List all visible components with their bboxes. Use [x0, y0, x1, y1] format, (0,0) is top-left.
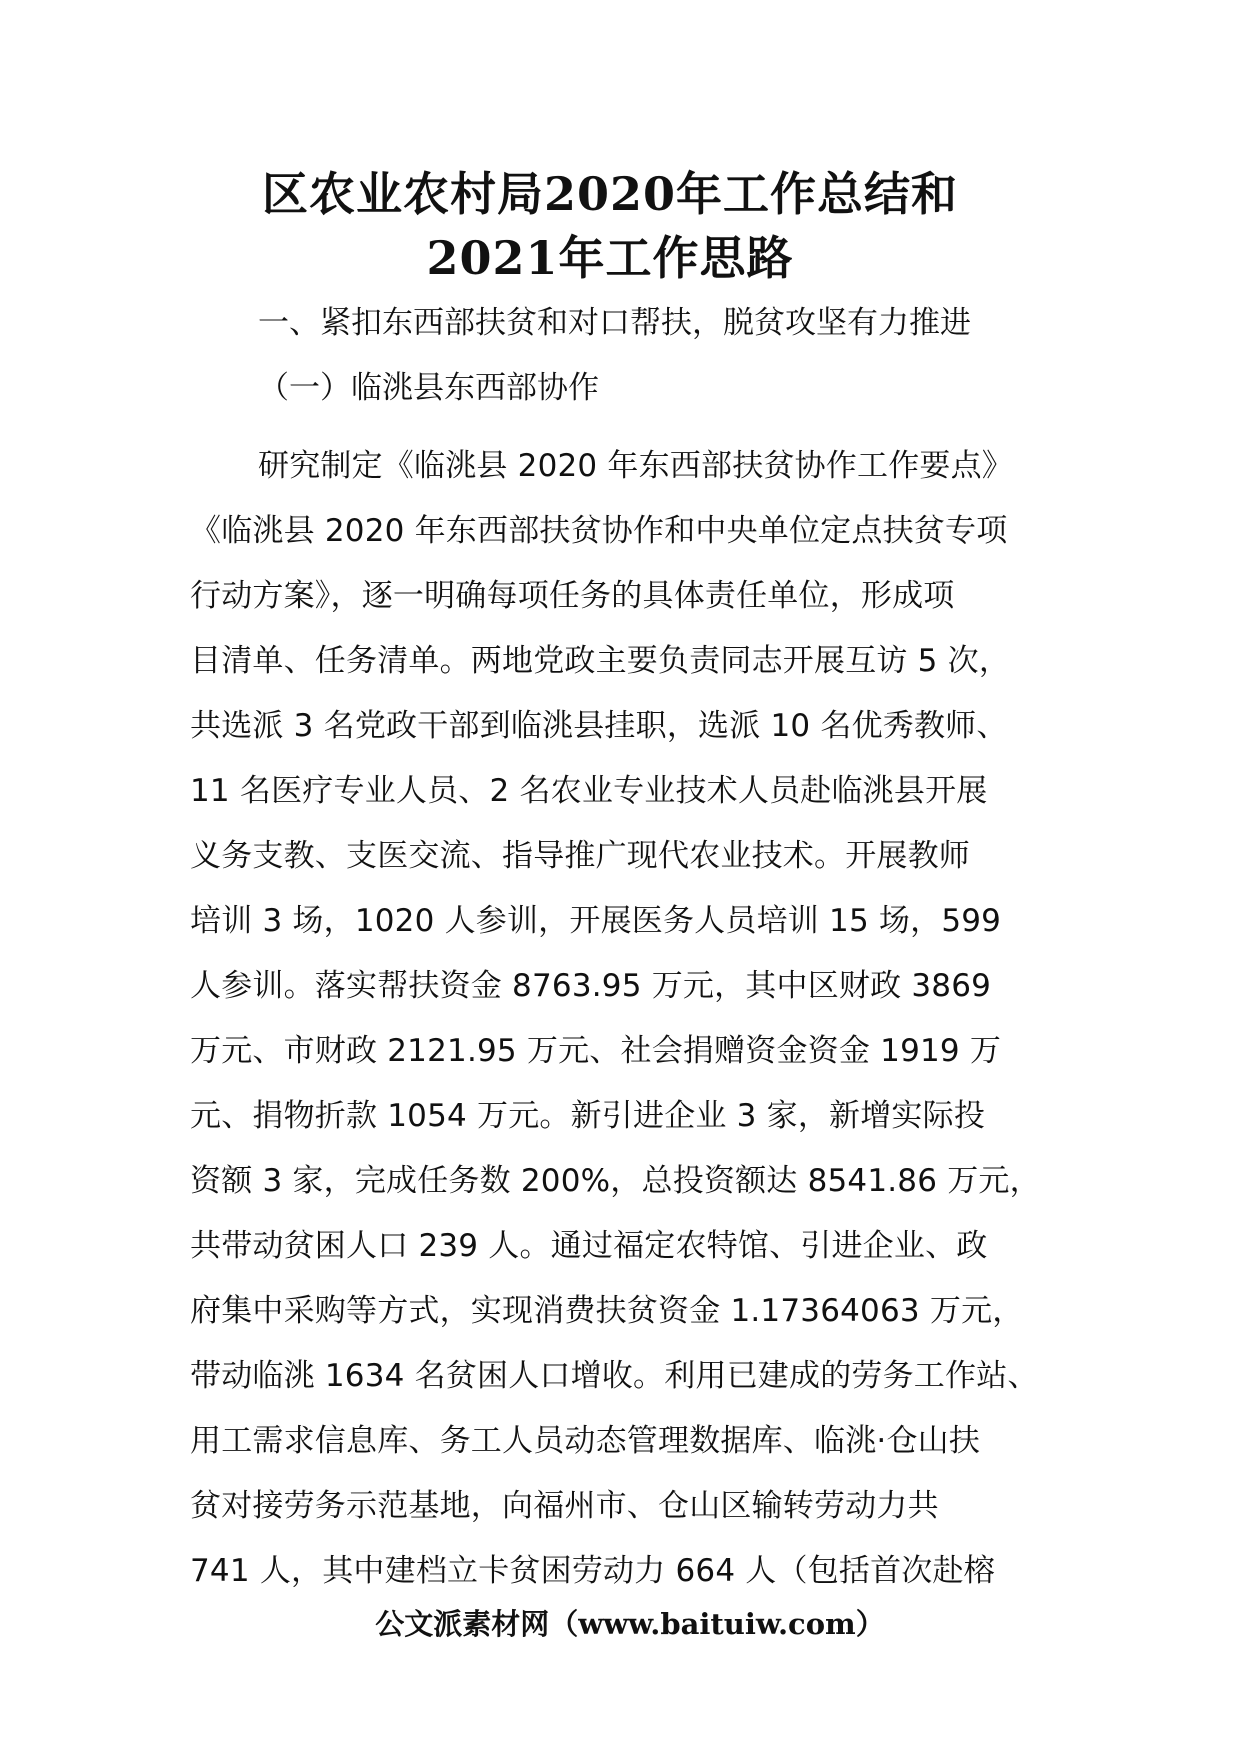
body-line: 培训 3 场，1020 人参训，开展医务人员培训 15 场，599 [190, 903, 1002, 939]
footer-watermark: 公文派素材网（www.baituiw.com） [375, 1607, 885, 1641]
body-line: 《临洮县 2020 年东西部扶贫协作和中央单位定点扶贫专项 [190, 513, 1008, 549]
body-line: 资额 3 家，完成任务数 200%，总投资额达 8541.86 万元， [190, 1163, 1041, 1199]
body-line: 11 名医疗专业人员、2 名农业专业技术人员赴临洮县开展 [190, 773, 988, 809]
body-line: 行动方案》，逐一明确每项任务的具体责任单位，形成项 [190, 578, 955, 614]
body-line: 共带动贫困人口 239 人。通过福定农特馆、引进企业、政 [190, 1228, 988, 1264]
body-line: 目清单、任务清单。两地党政主要负责同志开展互访 5 次， [190, 643, 1011, 679]
document-title-line-1: 区农业农村局2020年工作总结和 [261, 167, 959, 221]
body-line: 贫对接劳务示范基地，向福州市、仓山区输转劳动力共 [190, 1488, 939, 1524]
body-line: 人参训。落实帮扶资金 8763.95 万元，其中区财政 3869 [190, 968, 992, 1004]
body-line: 府集中采购等方式，实现消费扶贫资金 1.17364063 万元， [190, 1293, 1024, 1329]
body-line: 共选派 3 名党政干部到临洮县挂职，选派 10 名优秀教师、 [190, 708, 1008, 744]
body-line: 元、捐物折款 1054 万元。新引进企业 3 家，新增实际投 [190, 1098, 986, 1134]
body-line: 研究制定《临洮县 2020 年东西部扶贫协作工作要点》 [258, 448, 1013, 484]
body-line: 741 人，其中建档立卡贫困劳动力 664 人（包括首次赴榕 [190, 1553, 995, 1589]
body-line: 万元、市财政 2121.95 万元、社会捐赠资金资金 1919 万 [190, 1033, 1002, 1069]
subsection-heading: （一）临洮县东西部协作 [258, 370, 599, 406]
body-paragraph [190, 434, 1090, 1604]
body-line: 带动临洮 1634 名贫困人口增收。利用已建成的劳务工作站、 [190, 1358, 1039, 1394]
body-line: 用工需求信息库、务工人员动态管理数据库、临洮·仓山扶 [190, 1423, 981, 1459]
body-line: 义务支教、支医交流、指导推广现代农业技术。开展教师 [190, 838, 970, 874]
document-title-line-2: 2021年工作思路 [426, 231, 794, 285]
section-heading: 一、紧扣东西部扶贫和对口帮扶，脱贫攻坚有力推进 [258, 305, 971, 341]
